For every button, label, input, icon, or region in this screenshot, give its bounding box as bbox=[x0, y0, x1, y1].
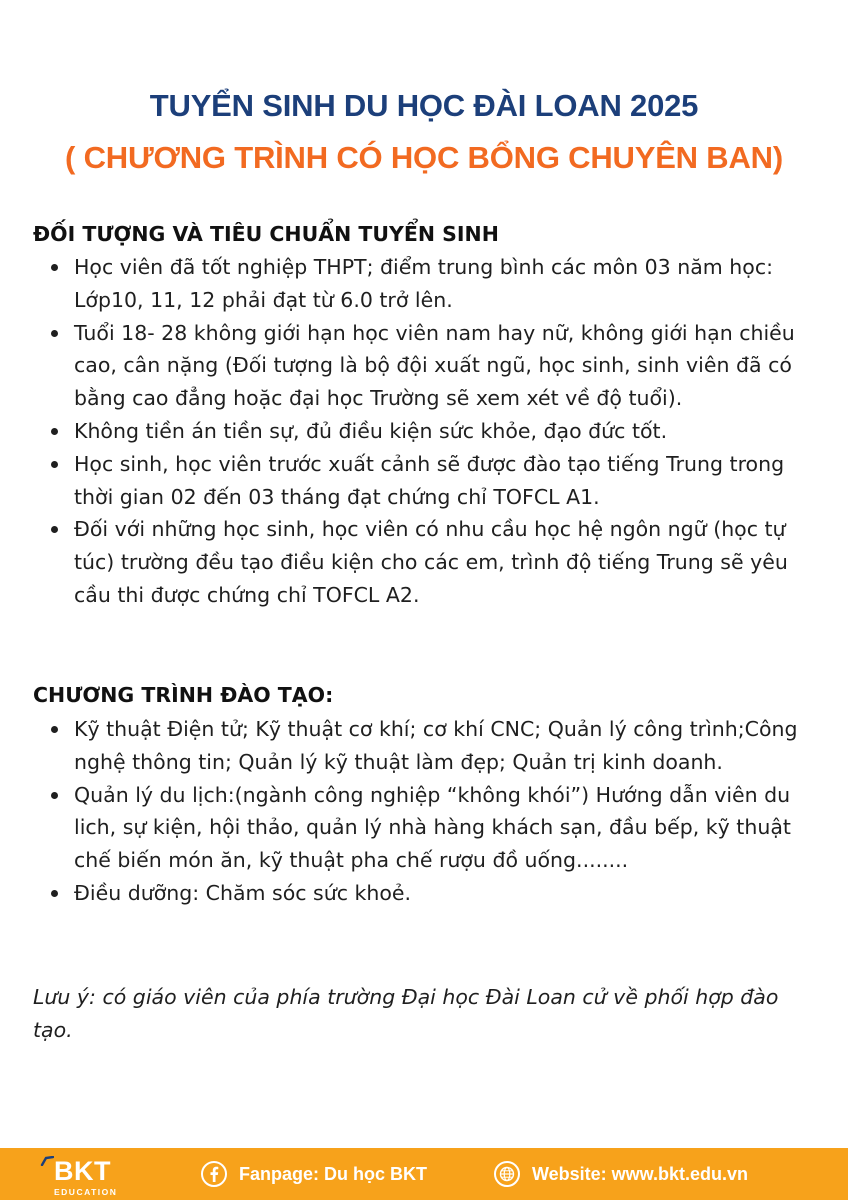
globe-icon bbox=[494, 1161, 520, 1187]
fanpage-link[interactable] bbox=[201, 1160, 427, 1188]
logo-tick-icon bbox=[40, 1156, 54, 1166]
website-text: Website: www.bkt.edu.vn bbox=[532, 1163, 749, 1184]
page-subtitle: ( CHƯƠNG TRÌNH CÓ HỌC BỔNG CHUYÊN BAN) bbox=[65, 140, 783, 175]
logo-subtext: EDUCATION bbox=[54, 1187, 118, 1197]
note-text: Lưu ý: có giáo viên của phía trường Đại học Đài Loan cử về phối hợp đào tạo. bbox=[33, 985, 779, 1042]
program-heading: CHƯƠNG TRÌNH ĐÀO TẠO: bbox=[33, 683, 334, 707]
logo-text: BKT bbox=[54, 1156, 111, 1186]
list-item bbox=[0, 448, 848, 514]
program-list bbox=[0, 713, 848, 910]
list-item-text: Điều dưỡng: Chăm sóc sức khoẻ. bbox=[74, 880, 412, 905]
list-item-text: Đối với những học sinh, học viên có nhu cầu học hệ ngôn ngữ (học tự túc) trường đều tạo điều kiện cho các em, trình độ tiếng Trung sẽ yêu cầu thi được chứng chỉ TOFCL A2. bbox=[74, 517, 788, 607]
list-item-text: Học sinh, học viên trước xuất cảnh sẽ được đào tạo tiếng Trung trong thời gian 02 đến 03 tháng đạt chứng chỉ TOFCL A1. bbox=[74, 451, 785, 509]
list-item-text: Quản lý du lịch:(ngành công nghiệp “không khói”) Hướng dẫn viên du lich, sự kiện, hội thảo, quản lý nhà hàng khách sạn, đầu bếp, kỹ thuật chế biến món ăn, kỹ thuật pha chế rượu đồ uống........ bbox=[74, 782, 791, 873]
website-link[interactable] bbox=[494, 1160, 748, 1188]
page-title: TUYỂN SINH DU HỌC ĐÀI LOAN 2025 bbox=[149, 88, 699, 123]
list-item bbox=[0, 251, 848, 317]
bullet-icon bbox=[51, 792, 58, 799]
bullet-icon bbox=[51, 526, 58, 533]
facebook-icon bbox=[201, 1161, 227, 1187]
eligibility-heading: ĐỐI TƯỢNG VÀ TIÊU CHUẨN TUYỂN SINH bbox=[33, 222, 499, 246]
list-item bbox=[0, 415, 848, 448]
list-item-text: Tuổi 18- 28 không giới hạn học viên nam hay nữ, không giới hạn chiều cao, cân nặng (Đối tượng là bộ đội xuất ngũ, học sinh, sinh viên đã có bằng cao đẳng hoặc đại học Trường sẽ xem xét về độ tuổi). bbox=[74, 320, 795, 411]
list-item bbox=[0, 877, 848, 910]
list-item bbox=[0, 713, 848, 779]
bullet-icon bbox=[51, 461, 58, 468]
list-item bbox=[0, 779, 848, 877]
list-item bbox=[0, 513, 848, 611]
list-item-text: Học viên đã tốt nghiệp THPT; điểm trung bình các môn 03 năm học: Lớp10, 11, 12 phải đạt từ 6.0 trở lên. bbox=[74, 255, 773, 312]
bullet-icon bbox=[51, 726, 58, 733]
bullet-icon bbox=[51, 890, 58, 897]
list-item-text: Kỹ thuật Điện tử; Kỹ thuật cơ khí; cơ khí CNC; Quản lý công trình;Công nghệ thông tin; Quản lý kỹ thuật làm đẹp; Quản trị kinh doanh. bbox=[74, 717, 798, 774]
list-item-text: Không tiền án tiền sự, đủ điều kiện sức khỏe, đạo đức tốt. bbox=[74, 418, 668, 443]
bullet-icon bbox=[51, 428, 58, 435]
eligibility-list bbox=[0, 251, 848, 612]
bullet-icon bbox=[51, 330, 58, 337]
bkt-logo[interactable] bbox=[40, 1154, 140, 1198]
list-item bbox=[0, 317, 848, 415]
footer-bar bbox=[0, 1148, 848, 1200]
fanpage-text: Fanpage: Du học BKT bbox=[239, 1163, 427, 1184]
bullet-icon bbox=[51, 264, 58, 271]
